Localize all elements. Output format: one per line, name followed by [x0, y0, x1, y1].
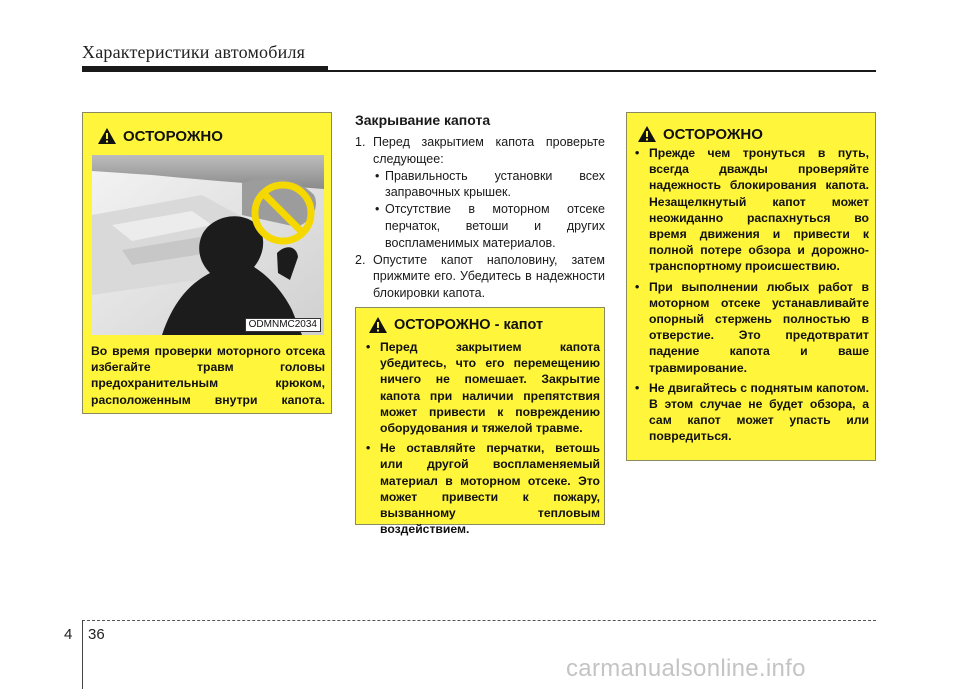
warning-box-hood	[355, 307, 605, 537]
image-code-label: ODMNMC2034	[245, 318, 321, 332]
step-2-number: 2.	[355, 252, 366, 267]
warning-bullet: • Не двигайтесь с поднятым капотом. В этом случае не будет обзора, а сам капот может упасть или повредиться.	[631, 380, 869, 445]
step-2-text: Опустите капот наполовину, затем прижмите его. Убедитесь в надежности блокировки капота.	[373, 252, 605, 301]
warning-box-driving	[626, 112, 876, 461]
step-1-number: 1.	[355, 135, 366, 149]
warning-triangle-icon	[368, 316, 388, 334]
chapter-number: 4	[64, 626, 73, 643]
watermark: carmanualsonline.info	[566, 655, 806, 682]
warning-bullet: • При выполнении любых работ в моторном отсеке устанавливайте опорный стержень полностью в отверстие. Это предотвратит падение капота и ваше травмирование.	[631, 279, 869, 376]
step-1	[355, 134, 605, 168]
warning-box-head-injury	[82, 112, 332, 414]
warning-body-text: Во время проверки моторного отсека избегайте травм головы предохранительным крюком, расположенным внутри капота.	[91, 344, 325, 407]
warning-bullet: • Перед закрытием капота убедитесь, что его перемещению ничего не помешает. Закрытие капота при наличии препятствия может привести к повреждению оборудования и тяжелой травме.	[362, 339, 600, 436]
hood-inspection-illustration	[92, 155, 324, 335]
warning-title-text: ОСТОРОЖНО - капот	[394, 317, 544, 333]
footer-rule	[82, 620, 876, 621]
warning-bullet: • Не оставляйте перчатки, ветошь или другой воспламеняемый материал в моторном отсеке. Это может привести к пожару, вызванному тепловым воздействием.	[362, 440, 600, 537]
warning-title-text: ОСТОРОЖНО	[123, 127, 223, 145]
step-1-bullet-1: • Правильность установки всех заправочных крышек.	[355, 168, 605, 202]
section-heading: Закрывание капота	[355, 112, 491, 128]
warning-box-title	[637, 125, 763, 143]
header-title: Характеристики автомобиля	[82, 42, 306, 62]
warning-body	[631, 145, 869, 449]
warning-triangle-icon	[97, 127, 117, 145]
warning-box-title	[97, 127, 223, 145]
step-1-text: Перед закрытием капота проверьте следующее:	[373, 135, 605, 166]
header-rule-thin	[328, 70, 876, 72]
page-number: 36	[88, 626, 105, 643]
hood-inspection-image	[92, 155, 324, 335]
step-1-bullet-2: • Отсутствие в моторном отсеке перчаток, ветоши и других воспламенимых материалов.	[355, 201, 605, 251]
warning-triangle-icon	[637, 125, 657, 143]
footer-divider	[82, 620, 83, 689]
warning-box-title	[368, 316, 543, 334]
header-rule-thick	[82, 66, 328, 72]
warning-title-text: ОСТОРОЖНО	[663, 125, 763, 143]
warning-bullet: • Прежде чем тронуться в путь, всегда дважды проверяйте надежность блокирования капота. Незащелкнутый капот может неожиданно распахнуться во время движения и привести к полной потере обзора и дорожно-транспортному происшествию.	[631, 145, 869, 275]
warning-body	[362, 339, 600, 541]
closing-hood-section	[355, 112, 605, 302]
step-2	[355, 252, 605, 302]
